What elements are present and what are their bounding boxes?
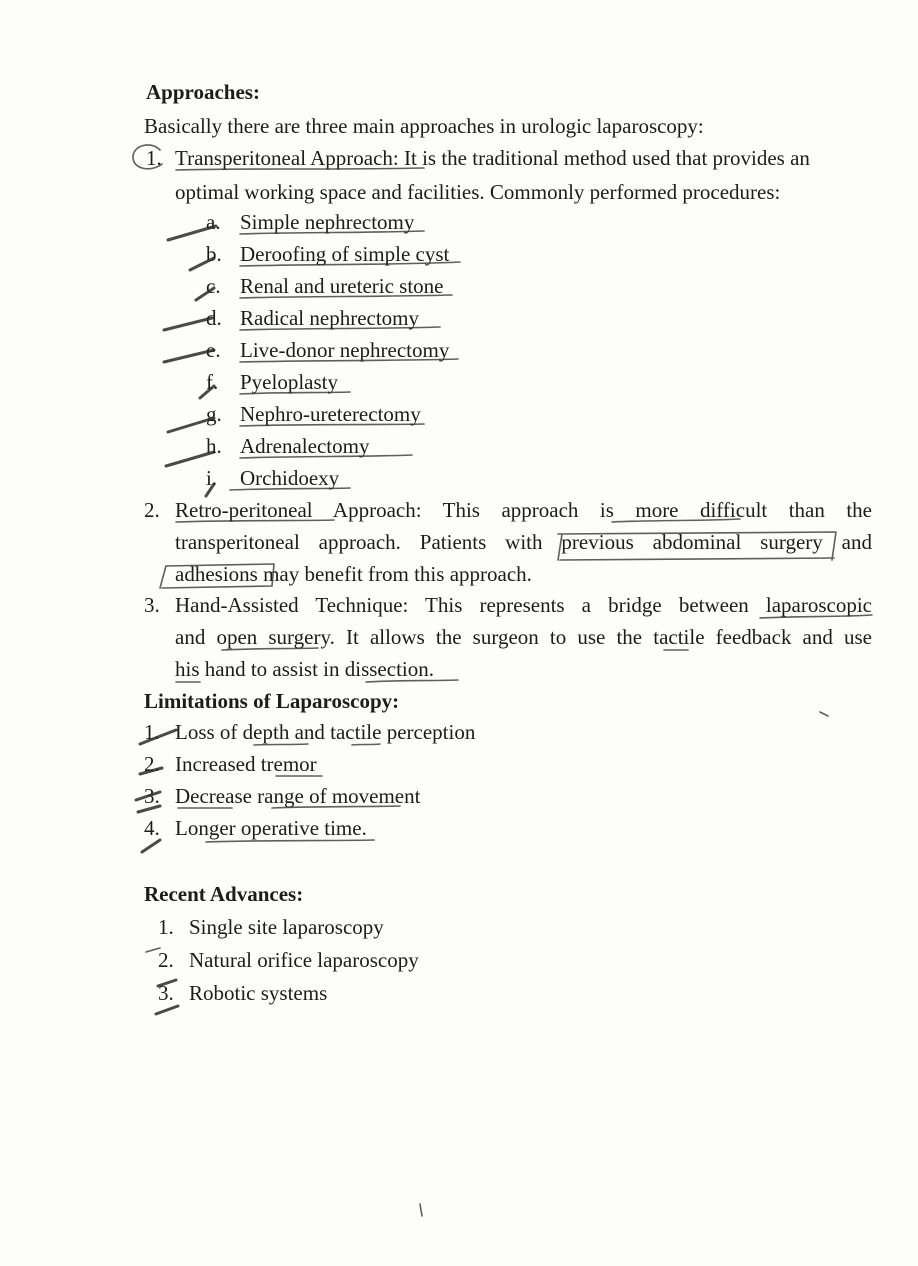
advance-number: 1. xyxy=(158,915,174,939)
approach-2-number: 2. xyxy=(144,498,160,522)
procedure-item: Renal and ureteric stone xyxy=(240,274,444,298)
procedure-item: Deroofing of simple cyst xyxy=(240,242,450,266)
tick-mark xyxy=(164,318,212,330)
stray-mark xyxy=(820,712,828,716)
advance-number: 3. xyxy=(158,981,174,1005)
procedure-item: Nephro-ureterectomy xyxy=(240,402,421,426)
approach-1-number: 1. xyxy=(146,146,162,170)
approach-1-line-2: optimal working space and facilities. Commonly performed procedures: xyxy=(175,180,781,204)
approach-2-line-1: Retro-peritoneal Approach: This approach is more difficult than the xyxy=(175,498,872,522)
limitation-item: Longer operative time. xyxy=(175,816,367,840)
procedure-letter: f. xyxy=(206,370,219,394)
limitation-number: 1. xyxy=(144,720,160,744)
limitation-item: Decrease range of movement xyxy=(175,784,421,808)
advance-item: Single site laparoscopy xyxy=(189,915,384,939)
limitations-heading: Limitations of Laparoscopy: xyxy=(144,689,400,713)
approach-2-line-3: adhesions may benefit from this approach. xyxy=(175,562,532,586)
procedure-item: Orchidoexy xyxy=(240,466,340,490)
procedure-item: Radical nephrectomy xyxy=(240,306,420,330)
advance-item: Natural orifice laparoscopy xyxy=(189,948,419,972)
approach-3-line-2: and open surgery. It allows the surgeon to use the tactile feedback and use xyxy=(175,625,872,649)
procedure-letter: b. xyxy=(206,242,222,266)
procedure-item: Live-donor nephrectomy xyxy=(240,338,450,362)
approach-3-line-3: his hand to assist in dissection. xyxy=(175,657,434,681)
advance-item: Robotic systems xyxy=(189,981,328,1005)
approaches-heading: Approaches: xyxy=(146,80,260,104)
underline-mark xyxy=(206,840,374,842)
stray-mark xyxy=(420,1204,422,1216)
advance-number: 2. xyxy=(158,948,174,972)
procedure-letter: a. xyxy=(206,210,221,234)
advances-heading: Recent Advances: xyxy=(144,882,304,906)
approach-2-line-2: transperitoneal approach. Patients with previous abdominal surgery and xyxy=(175,530,872,554)
approach-1-line-1: Transperitoneal Approach: It is the traditional method used that provides an xyxy=(175,146,810,170)
procedure-item: Pyeloplasty xyxy=(240,370,338,394)
limitation-number: 3. xyxy=(144,784,160,808)
limitation-item: Loss of depth and tactile perception xyxy=(175,720,476,744)
underline-mark xyxy=(352,744,380,745)
procedure-letter: e. xyxy=(206,338,221,362)
procedure-letter: h. xyxy=(206,434,222,458)
procedure-letter: i. xyxy=(206,466,218,490)
approach-3-number: 3. xyxy=(144,593,160,617)
limitation-item: Increased tremor xyxy=(175,752,317,776)
procedure-letter: g. xyxy=(206,402,222,426)
limitation-number: 2. xyxy=(144,752,160,776)
procedure-item: Simple nephrectomy xyxy=(240,210,415,234)
limitation-number: 4. xyxy=(144,816,160,840)
procedure-item: Adrenalectomy xyxy=(240,434,370,458)
tick-mark xyxy=(142,840,160,852)
procedure-letter: c. xyxy=(206,274,221,298)
underline-mark xyxy=(254,744,308,745)
approach-3-line-1: Hand-Assisted Technique: This represents a bridge between laparoscopic xyxy=(175,593,872,617)
procedure-letter: d. xyxy=(206,306,222,330)
approaches-intro: Basically there are three main approaches in urologic laparoscopy: xyxy=(144,114,704,138)
